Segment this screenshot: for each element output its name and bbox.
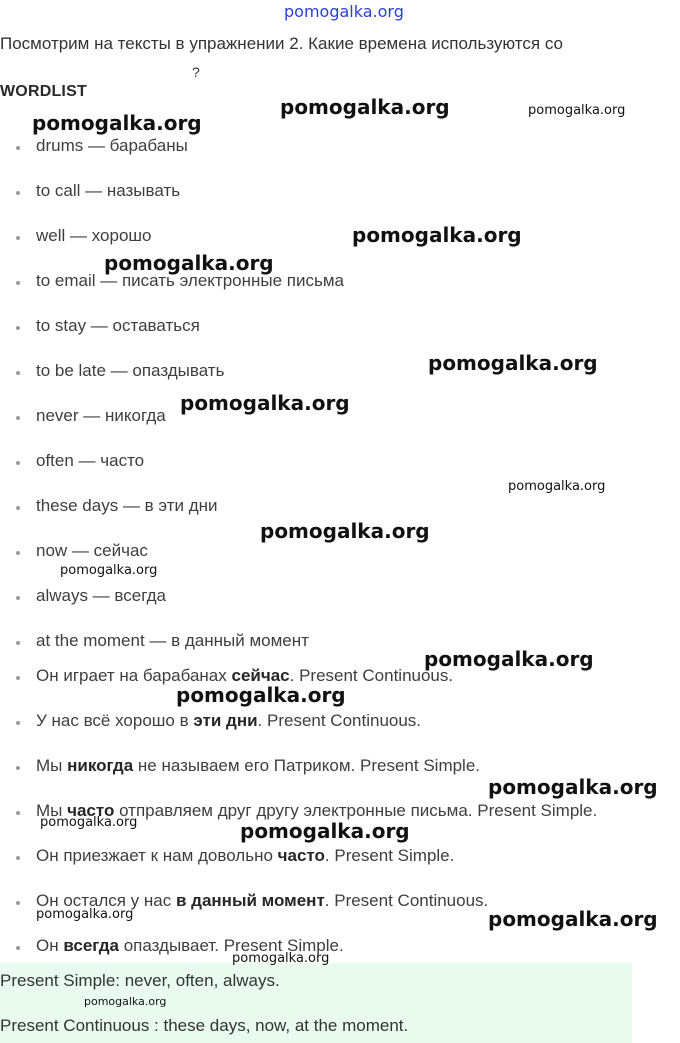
watermark: pomogalka.org [36, 907, 134, 922]
list-item: Мы часто отправляем друг другу электронные письма. Present Simple. [18, 801, 579, 821]
list-item: to stay — оставаться [18, 316, 182, 336]
intro-text: Посмотрим на тексты в упражнении 2. Какие времена используются со [0, 34, 563, 53]
list-item: У нас всё хорошо в эти дни. Present Continuous. [18, 711, 403, 731]
list-item: drums — барабаны [18, 136, 170, 156]
watermark: pomogalka.org [104, 251, 274, 275]
watermark: pomogalka.org [488, 775, 658, 799]
list-item: to email — писать электронные письма [18, 271, 326, 291]
wordlist-heading: WORDLIST [0, 83, 87, 100]
watermark: pomogalka.org [180, 391, 350, 415]
summary-continuous: Present Continuous : these days, now, at the moment. [0, 1016, 409, 1035]
summary-simple: Present Simple: never, often, always. [0, 971, 280, 990]
watermark: pomogalka.org [488, 907, 658, 931]
watermark: pomogalka.org [508, 479, 606, 494]
watermark: pomogalka.org [84, 995, 167, 1008]
watermark: pomogalka.org [528, 103, 626, 118]
top-watermark: pomogalka.org [284, 2, 404, 21]
watermark: pomogalka.org [424, 647, 594, 671]
watermark: pomogalka.org [428, 351, 598, 375]
list-item: often — часто [18, 451, 126, 471]
watermark: pomogalka.org [280, 95, 450, 119]
list-item: now — сейчас [18, 541, 130, 561]
list-item: Он всегда опаздывает. Present Simple. [18, 936, 326, 956]
list-item: these days — в эти дни [18, 496, 200, 516]
watermark: pomogalka.org [232, 951, 330, 966]
watermark: pomogalka.org [40, 815, 138, 830]
list-item: never — никогда [18, 406, 148, 426]
watermark: pomogalka.org [240, 819, 410, 843]
list-item: Он остался у нас в данный момент. Present Continuous. [18, 891, 470, 911]
list-item: Он играет на барабанах сейчас. Present Continuous. [18, 666, 435, 686]
watermark: pomogalka.org [32, 111, 202, 135]
watermark: pomogalka.org [176, 683, 346, 707]
list-item: Мы никогда не называем его Патриком. Present Simple. [18, 756, 462, 776]
list-item: Он приезжает к нам довольно часто. Present Simple. [18, 846, 436, 866]
list-item: always — всегда [18, 586, 148, 606]
watermark: pomogalka.org [260, 519, 430, 543]
list-item: to be late — опаздывать [18, 361, 206, 381]
list-item: well — хорошо [18, 226, 134, 246]
watermark: pomogalka.org [60, 563, 158, 578]
list-item: at the moment — в данный момент [18, 631, 291, 651]
list-item: to call — называть [18, 181, 162, 201]
intro-cut-text: ? [192, 64, 200, 80]
watermark: pomogalka.org [352, 223, 522, 247]
